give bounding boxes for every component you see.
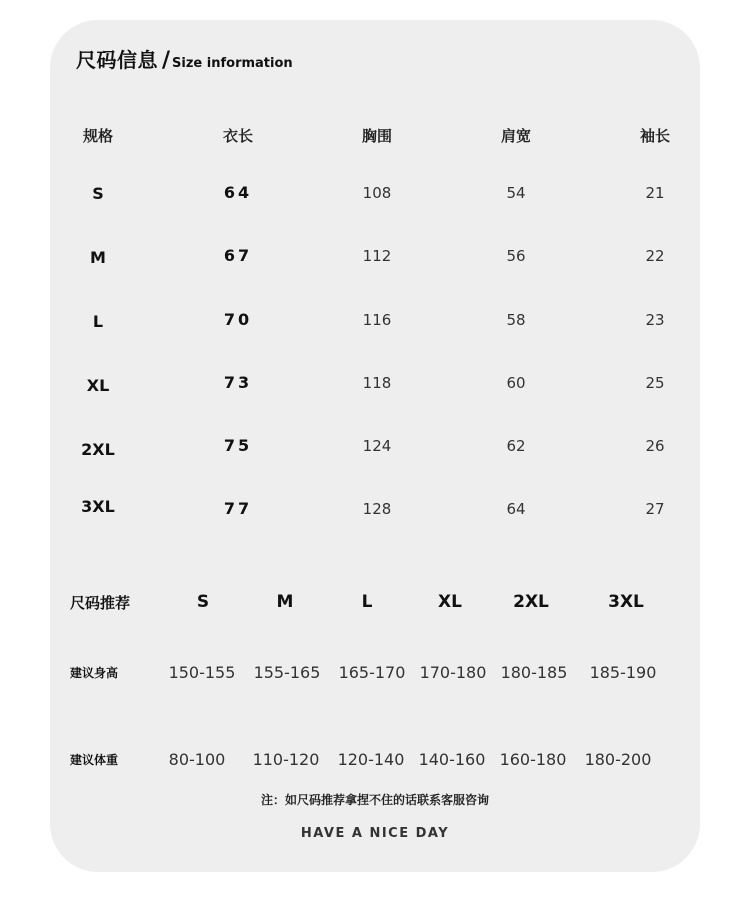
height-range: 170-180	[419, 663, 487, 682]
table-cell-size: M	[90, 248, 106, 267]
table-cell-sleeve: 21	[645, 184, 665, 202]
table-cell-length: 67	[223, 246, 253, 265]
height-range: 165-170	[338, 663, 406, 682]
table-cell-sleeve: 26	[645, 437, 665, 455]
table-cell-size: 2XL	[81, 440, 115, 459]
table-cell-shoulder: 58	[506, 311, 526, 329]
recommend-size: S	[196, 592, 210, 612]
header-length: 衣长	[222, 127, 253, 145]
weight-range: 80-100	[168, 750, 226, 769]
table-cell-sleeve: 23	[645, 311, 665, 329]
height-label: 建议身高	[70, 666, 119, 680]
page-title	[76, 44, 293, 73]
table-cell-shoulder: 54	[506, 184, 526, 202]
table-cell-size: 3XL	[81, 497, 115, 516]
table-cell-chest: 116	[362, 311, 392, 329]
table-cell-sleeve: 25	[645, 374, 665, 392]
weight-range: 110-120	[252, 750, 320, 769]
table-cell-chest: 112	[362, 247, 392, 265]
recommend-label: 尺码推荐	[70, 594, 131, 612]
table-cell-length: 73	[223, 373, 253, 392]
table-cell-size: L	[92, 312, 104, 331]
header-sleeve: 袖长	[639, 127, 670, 145]
recommend-size: 2XL	[513, 592, 549, 612]
table-cell-sleeve: 22	[645, 247, 665, 265]
footer-slogan: HAVE A NICE DAY	[300, 826, 450, 841]
table-cell-length: 77	[223, 499, 253, 518]
header-chest: 胸围	[361, 127, 392, 145]
size-note: 注：如尺码推荐拿捏不住的话联系客服咨询	[260, 793, 489, 807]
table-cell-length: 64	[223, 183, 253, 202]
recommend-size: 3XL	[608, 592, 644, 612]
height-range: 185-190	[589, 663, 657, 682]
weight-range: 140-160	[418, 750, 486, 769]
table-cell-shoulder: 56	[506, 247, 526, 265]
title-slash: /	[162, 48, 171, 73]
recommend-size: XL	[438, 592, 462, 612]
weight-range: 160-180	[499, 750, 567, 769]
table-cell-shoulder: 60	[506, 374, 526, 392]
height-range: 180-185	[500, 663, 568, 682]
table-cell-size: S	[92, 184, 104, 203]
table-cell-chest: 128	[362, 500, 392, 518]
weight-range: 180-200	[584, 750, 652, 769]
table-cell-chest: 124	[362, 437, 392, 455]
weight-range: 120-140	[337, 750, 405, 769]
table-cell-chest: 108	[362, 184, 392, 202]
table-cell-length: 70	[223, 310, 253, 329]
table-cell-length: 75	[223, 436, 253, 455]
table-cell-shoulder: 64	[506, 500, 526, 518]
table-cell-size: XL	[86, 376, 110, 395]
table-cell-shoulder: 62	[506, 437, 526, 455]
recommend-size: M	[276, 592, 294, 612]
title-zh: 尺码信息	[76, 48, 158, 72]
header-shoulder: 肩宽	[500, 127, 531, 145]
height-range: 155-165	[253, 663, 321, 682]
recommend-size: L	[361, 592, 373, 612]
table-cell-sleeve: 27	[645, 500, 665, 518]
title-en: Size information	[172, 56, 293, 71]
height-range: 150-155	[168, 663, 236, 682]
table-cell-chest: 118	[362, 374, 392, 392]
weight-label: 建议体重	[70, 753, 119, 767]
header-size: 规格	[82, 127, 113, 145]
